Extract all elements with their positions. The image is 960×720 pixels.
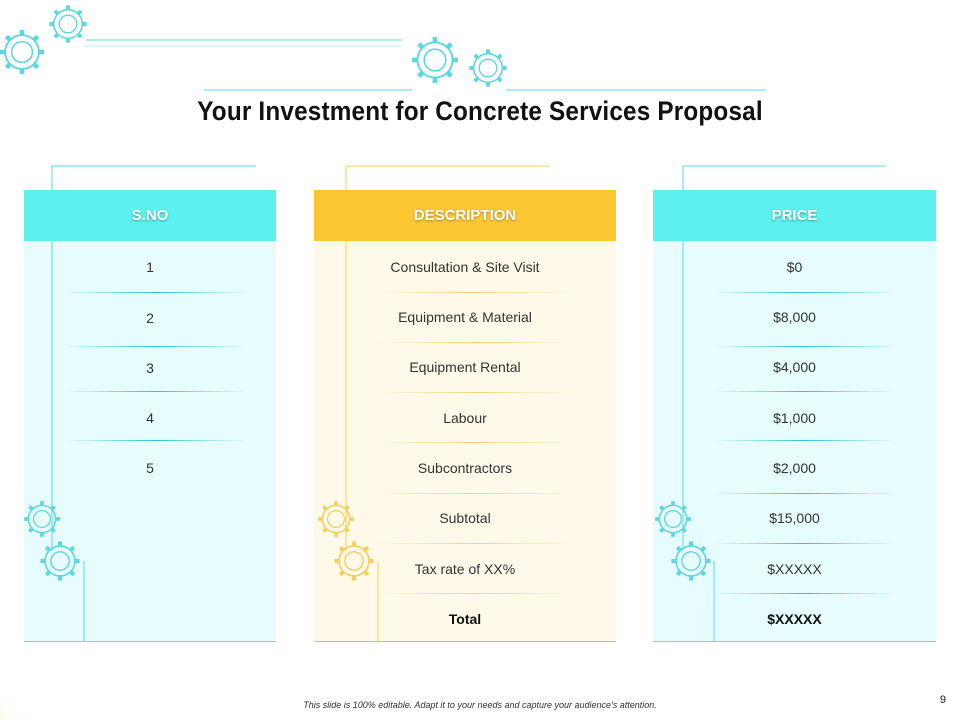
sno-header: S.NO	[24, 190, 276, 241]
footer-note: This slide is 100% editable. Adapt it to your needs and capture your audience's attention.	[303, 700, 657, 710]
table-cell: 3	[146, 360, 154, 376]
gear-icon	[40, 541, 79, 580]
total-value: $XXXXX	[767, 611, 822, 627]
price-body	[653, 241, 936, 642]
table-cell: Subcontractors	[417, 460, 513, 476]
table-cell: $4,000	[773, 359, 816, 375]
table-cell: Labour	[443, 410, 487, 426]
gear-icon	[0, 30, 44, 74]
table-cell: 2	[146, 310, 154, 326]
table-cell: Subtotal	[439, 510, 491, 526]
table-cell: $XXXXX	[767, 561, 822, 577]
total-label: Total	[448, 611, 482, 627]
sno-body	[24, 241, 276, 642]
table-cell: $15,000	[769, 510, 820, 526]
gear-icon	[412, 37, 458, 83]
table-cell: $1,000	[773, 410, 816, 426]
table-cell: $2,000	[773, 460, 816, 476]
table-cell: 1	[146, 259, 154, 275]
gear-icon	[49, 5, 86, 42]
gear-icon	[469, 49, 506, 86]
price-header: PRICE	[653, 190, 936, 241]
table-cell: $0	[786, 259, 803, 275]
gear-icon	[24, 501, 60, 537]
table-cell: Equipment Rental	[409, 359, 521, 375]
table-cell: Tax rate of XX%	[414, 561, 516, 577]
table-cell: Equipment & Material	[398, 309, 532, 325]
description-header: DESCRIPTION	[314, 190, 616, 241]
description-body	[314, 241, 616, 642]
table-cell: 5	[146, 460, 154, 476]
page-title: Your Investment for Concrete Services Proposal	[197, 96, 763, 126]
description-column	[314, 190, 616, 642]
table-cell: $8,000	[773, 309, 816, 325]
table-cell: Consultation & Site Visit	[390, 259, 540, 275]
price-column	[653, 190, 936, 642]
page-number: 9	[939, 694, 946, 706]
table-cell: 4	[146, 410, 154, 426]
sno-column	[24, 190, 276, 642]
